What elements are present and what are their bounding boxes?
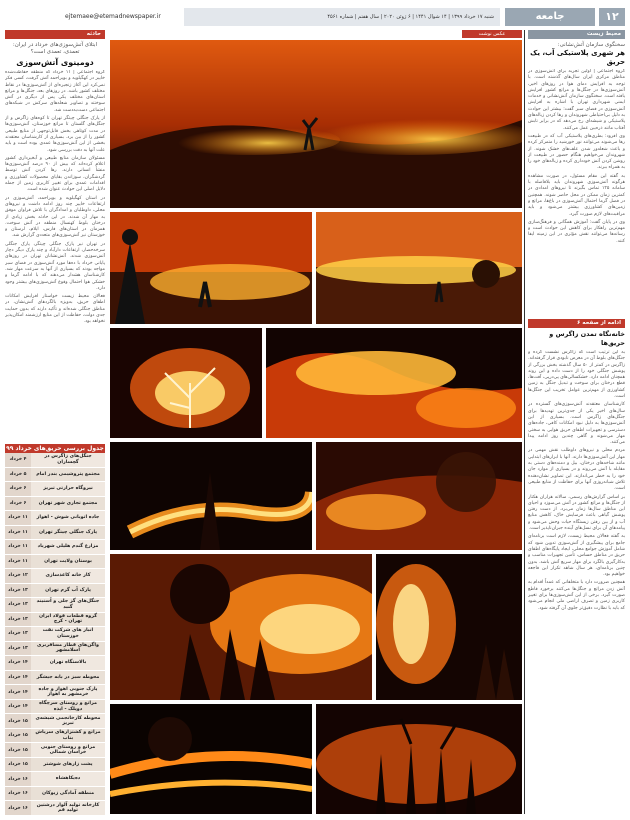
section-label-environment: محیط زیست (528, 30, 625, 39)
table-row (5, 714, 105, 729)
paragraph: گروه اجتماعی | اولین تجربه برای آتش‌سوزی در مناطق مرکزی ایران سال‌های گذشته است. با توجه به افزایش دمای هوا در روزهای اخیر، آتش‌سوزی‌ها در جنگل‌ها و مراتع کشور افزایش یافته است. سخنگوی سازمان آتش‌نشانی و خدمات ایمنی شهرداری تهران با اشاره به افزایش آتش‌سوزی در فضای سبز گفت: بیشتر این حوادث به دلیل بی‌احتیاطی شهروندان و رها کردن زباله‌های پلاستیکی و شیشه‌ای رخ می‌دهد که در برابر تابش آفتاب مانند ذره‌بین عمل می‌کنند. (528, 69, 625, 131)
fire-date: ۱۲ خرداد (5, 569, 31, 583)
photo-night-blaze (266, 328, 522, 438)
column-rule (524, 30, 525, 814)
fire-location: مجتمع پتروشیمی بندر امام (36, 471, 100, 477)
article-body-2 (528, 350, 625, 810)
table-row (5, 758, 105, 773)
paragraph: به گفته این مقام مسئول، در صورت مشاهده هرگونه آتش‌سوزی شهروندان باید بلافاصله با سامانه ۱۲۵ تماس بگیرند تا نیروهای امدادی در کمترین زمان ممکن در محل حاضر شوند. همچنین در فصل گرما احتمال آتش‌سوزی در باغ‌ها، مراتع و زمین‌های کشاورزی بیشتر می‌شود و باید مراقبت‌های لازم صورت گیرد. (528, 173, 625, 217)
photo-firefighters-branches (110, 212, 312, 324)
fire-location: محوطه کارخانجمی شیشه‌ی تبریز (35, 715, 101, 727)
fire-location: انبار های شرکت نفت خوزستان (42, 628, 94, 639)
photo-night-crew (376, 554, 522, 700)
fire-date: ۱۴ خرداد (5, 685, 31, 699)
fire-date: ۱۴ خرداد (5, 700, 31, 714)
photo-volunteers-group (110, 554, 372, 700)
right-column (528, 30, 625, 814)
table-row (5, 772, 105, 787)
contact-email[interactable]: ejtemaee@etemadnewspaper.ir (65, 13, 161, 20)
fire-location: مراتع و کشتزارهای سرباش بناب (35, 730, 101, 741)
fire-date: ۱۱ خرداد (5, 540, 31, 554)
fire-location: کارخانه تولید آلوار درشتین تولید قم (36, 802, 100, 814)
fire-location: ده‌یکاهشاه (55, 776, 81, 782)
fire-location: مزارع گندم هلیلی شهرباد (37, 544, 99, 550)
fire-location: مراتع و روستای سرچگاه دوپلک - ایذه (39, 701, 97, 712)
fire-date: ۱۱ خرداد (5, 511, 31, 525)
fire-location: پارک آب گرم تهران (45, 587, 91, 593)
fire-date: ۱۶ خرداد (5, 787, 31, 801)
table-row (5, 627, 105, 642)
table-row (5, 685, 105, 700)
table-row (5, 743, 105, 758)
fire-date: ۱۵ خرداد (5, 743, 31, 757)
fire-date: ۱۶ خرداد (5, 801, 31, 815)
fire-location: محوطه سبز در بابه جیشگر (36, 674, 100, 680)
table-body (5, 453, 105, 816)
date-line: شنبه ۱۷ خرداد ۱۳۹۹ | ۱۴ شوال ۱۴۴۱ | ۶ ژوئن ۲۰۲۰ | سال هفتم | شماره ۴۵۶۱ (184, 8, 500, 26)
paragraph: وی در پایان گفت: آموزش همگانی و فرهنگ‌سازی مهم‌ترین راهکار برای کاهش این حوادث است و رسانه‌ها می‌توانند نقش مؤثری در این زمینه ایفا کنند. (528, 219, 625, 244)
fire-location: پارک جنوبی اهواز و جاده خرمشهر به اهواز (38, 686, 98, 697)
article-body (528, 69, 625, 315)
fire-date: ۱۴ خرداد (5, 671, 31, 685)
table-row (5, 511, 105, 526)
paragraph: بر اساس گزارش‌های رسمی، سالانه هزاران هکتار از جنگل‌ها و مراتع کشور در آتش می‌سوزد و احیای این مناطق سال‌ها زمان می‌برد. از دست رفتن پوشش گیاهی باعث فرسایش خاک، کاهش منابع آب و از بین رفتن زیستگاه حیات وحش می‌شود و پیامدهای آن برای نسل‌های آینده جبران‌ناپذیر است. (528, 494, 625, 532)
photo-wildfire-line (316, 212, 522, 324)
table-row (5, 540, 105, 555)
page-header (5, 8, 625, 26)
table-row (5, 801, 105, 816)
paragraph: گروه اجتماعی | ۱۱ خرداد که منطقه حفاظت‌شده خاییز در کهگیلویه و بویراحمد آتش گرفت، کسی فکر نمی‌کرد این آغاز زنجیره‌ای از آتش‌سوزی‌ها در نقاط مختلف کشور باشد. در روزهای بعد، جنگل‌ها و مراتع استان‌های مختلف یکی پس از دیگری در آتش سوختند و تصاویر شعله‌های سرکش در شبکه‌های اجتماعی دست‌به‌دست شد. (5, 70, 105, 113)
photo-smoke-hill (316, 442, 522, 550)
paragraph: در استان کهگیلویه و بویراحمد، آتش‌سوزی در ارتفاعات خاییز چند روز ادامه داشت و نیروهای محلی، داوطلبان و امدادگران با تلاش فراوان موفق به مهار آن شدند. در این حادثه بخش زیادی از درختان بلوط کهنسال منطقه در آتش سوخت. همزمان در استان‌های فارس، ایلام، لرستان و خوزستان نیز آتش‌سوزی‌های متعددی گزارش شد. (5, 195, 105, 239)
fire-location: مراتع و روستای جنوبی خراسان شمالی (40, 744, 96, 756)
fire-date: ۶ خرداد (5, 482, 31, 496)
paragraph: مسئولان سازمان منابع طبیعی و آبخیزداری کشور اعلام کرده‌اند که بیش از ۹۰ درصد آتش‌سوزی‌ها منشأ انسانی دارند. رها کردن آتش توسط گردشگران، سوزاندن بقایای محصولات کشاورزی و اقدامات عمدی برای تغییر کاربری زمین از جمله دلایل اصلی این حوادث عنوان شده است. (5, 155, 105, 193)
fire-date: ۱۱ خرداد (5, 526, 31, 540)
table-row (5, 555, 105, 570)
paragraph: وی افزود: بطری‌های پلاستیکی آب که در طبیعت رها می‌شوند می‌توانند نور خورشید را متمرکز کرده و باعث شعله‌ور شدن علف‌های خشک شوند. از شهروندان می‌خواهیم هنگام حضور در طبیعت از روشن کردن آتش خودداری کرده و زباله‌های خود را به همراه ببرند. (528, 133, 625, 171)
photo-burning-tree (110, 328, 262, 438)
table-row (5, 787, 105, 802)
page-number: ۱۲ (599, 8, 625, 26)
fire-date: ۱۳ خرداد (5, 598, 31, 612)
table-row (5, 569, 105, 584)
table-row (5, 656, 105, 671)
fire-date: ۱۳ خرداد (5, 627, 31, 641)
article-kicker: سخنگوی سازمان آتش‌نشانی: (557, 42, 625, 48)
fire-location: جنگل‌های زاگرس در گچساران (44, 454, 92, 465)
table-row (5, 482, 105, 497)
article-body (5, 70, 105, 430)
fire-date: ۱۵ خرداد (5, 729, 31, 743)
fire-location: جنگل‌های گز جلی و آسنیند گنبد (36, 599, 100, 610)
photo-crew-branches-night (316, 704, 522, 814)
table-row (5, 584, 105, 599)
fire-date: ۴ خرداد (5, 453, 31, 467)
article-headline: هر شهری پلاستیکی آب، یک حریق (530, 49, 625, 66)
article-headline-2: خانه‌نگاه تمدن زاگرس و حریق‌ها (549, 330, 625, 347)
fire-date: ۱۶ خرداد (5, 772, 31, 786)
paragraph: همچنین ضرورت دارد با متخلفانی که عمداً اقدام به آتش زدن مراتع و جنگل‌ها می‌کنند برخورد قاطع صورت گیرد. برخی از این آتش‌سوزی‌ها برای تغییر کاربری زمین و تصرف اراضی ملی انجام می‌شود که باید با نظارت دقیق‌تر جلوی آن گرفته شود. (528, 580, 625, 611)
table-title: جدول بررسی حریق‌های خرداد ۹۹ (6, 445, 104, 452)
paragraph: به این ترتیب است که زاگرس نشست کرده و جنگل‌های بلوط آن در معرض نابودی قرار گرفته‌اند. زاگرس در کمتر از ۵۰ سال گذشته بخش بزرگی از پوشش جنگلی خود را از دست داده و این روند همچنان ادامه دارد. خشکسالی‌های پی‌درپی، آفت‌ها، قطع درختان برای سوخت و تبدیل جنگل به زمین کشاورزی از مهم‌ترین عوامل تخریب این جنگل‌ها است. (528, 350, 625, 400)
fire-date: ۱۴ خرداد (5, 656, 31, 670)
fire-date: ۱۳ خرداد (5, 584, 31, 598)
fire-location: بالاستگاه تهران (49, 660, 87, 666)
fire-location: نیروگاه حرارتی تبریز (43, 486, 93, 492)
photo-essay-label: عکس نوشت (462, 30, 522, 38)
table-row (5, 700, 105, 715)
table-row (5, 671, 105, 686)
section-title: جامعه (505, 8, 595, 26)
table-row (5, 526, 105, 541)
fire-date: ۶ خرداد (5, 497, 31, 511)
table-row (5, 468, 105, 483)
photo-hillside-firefighter (110, 40, 522, 208)
fire-location: پشت زارهای شوشتر (43, 761, 93, 767)
fire-date: ۱۵ خرداد (5, 758, 31, 772)
fire-location: کار خانه کاغذسازی (45, 573, 91, 579)
fire-location: بوستان ولایت تهران (44, 558, 92, 564)
fire-date: ۱۳ خرداد (5, 642, 31, 656)
photo-fire-slope (110, 442, 312, 550)
section-label-incident: حادثه (5, 30, 105, 39)
fire-date: ۱۳ خرداد (5, 613, 31, 627)
article-kicker: ابتلای آتش‌سوزی‌های خرداد در ایران: تعمدی‌، تعمدی است؟ (12, 42, 98, 55)
fire-date: ۱۱ خرداد (5, 555, 31, 569)
paragraph: مردم محلی و نیروهای داوطلب نقش مهمی در مهار این آتش‌سوزی‌ها دارند. آنها با ابزارهای ابتدایی مانند شاخه‌های درختان، بیل و دمنده‌های دستی به مقابله با آتش می‌روند و در بسیاری از موارد جان خود را به خطر می‌اندازند. این تصاویر نشان‌دهنده تلاش شبانه‌روزی آنها برای حفاظت از منابع طبیعی است. (528, 448, 625, 492)
fire-date: ۱۵ خرداد (5, 714, 31, 728)
paragraph: کارشناسان معتقدند آتش‌سوزی‌های گسترده در سال‌های اخیر یکی از جدی‌ترین تهدیدها برای جنگل‌های زاگرس است. بسیاری از این آتش‌سوزی‌ها به دلیل نبود امکانات کافی، جاده‌های دسترسی و تجهیزات اطفای حریق هوایی به سختی مهار می‌شوند و گاهی چندین روز ادامه پیدا می‌کنند. (528, 402, 625, 446)
table-row (5, 642, 105, 657)
table-row (5, 729, 105, 744)
paragraph: فعالان محیط زیست خواستار افزایش امکانات اطفای حریق، به‌ویژه بالگردهای آتش‌نشان، در مناطق جنگلی شده‌اند و تأکید دارند که بدون حمایت جدی دولت، حفاظت از این منابع ارزشمند امکان‌پذیر نخواهد بود. (5, 294, 105, 325)
fire-location: منطقه آمادگی زیوکان (41, 790, 95, 796)
fire-incidents-table (5, 444, 105, 816)
fire-date: ۵ خرداد (5, 468, 31, 482)
table-row (5, 598, 105, 613)
fire-location: واگن‌های قطار مسافربری اسلامشهر (37, 642, 99, 654)
photo-burning-grassland (110, 704, 312, 814)
continued-label: ادامه از صفحه ۶ (528, 319, 625, 328)
left-column (5, 30, 105, 440)
fire-location: گروه قطعات فولاد ایران تهران - کرج (38, 613, 98, 625)
table-row (5, 613, 105, 628)
table-row (5, 497, 105, 512)
fire-location: پارک جنگلی چیتگر تهران (38, 529, 98, 535)
paragraph: از پارک جنگلی چیتگر تهران تا کوه‌های زاگرس و از جنگل‌های گلستان تا مراتع خوزستان، آتش‌سوزی‌ها در مدت کوتاهی بخش قابل‌توجهی از منابع طبیعی کشور را از بین برد. بسیاری از کارشناسان معتقدند بخشی از این آتش‌سوزی‌ها عمدی بوده است و باید علت آنها به دقت بررسی شود. (5, 116, 105, 153)
fire-location: جاده اتوبانی شوش - اهواز (36, 515, 100, 521)
paragraph: در تهران نیز پارک جنگلی چیتگر، پارک جنگلی سرخه‌حصار، ارتفاعات دارآباد و چند پارک دیگر دچار آتش‌سوزی شدند. آتش‌نشانان تهران در روزهای پایانی خرداد با ده‌ها مورد آتش‌سوزی در فضای سبز مواجه بودند که بسیاری از آنها به سرعت مهار شد. کارشناسان هشدار می‌دهند که با ادامه گرما و خشکی هوا احتمال وقوع آتش‌سوزی‌های بیشتر وجود دارد. (5, 241, 105, 291)
fire-location: مجتمع تجاری شهر تهران (38, 500, 98, 506)
paragraph: به گفته فعالان محیط زیست، لازم است برنامه‌ای جامع برای پیشگیری از آتش‌سوزی تدوین شود که شامل آموزش جوامع محلی، ایجاد پایگاه‌های اطفای حریق در مناطق حساس، تأمین تجهیزات مناسب و به‌کارگیری بالگرد برای مهار سریع آتش باشد. بدون چنین برنامه‌ای، هر سال شاهد تکرار این فاجعه خواهیم بود. (528, 534, 625, 578)
table-row (5, 453, 105, 468)
article-headline: دومینوی آتش‌سوزی (16, 58, 94, 67)
